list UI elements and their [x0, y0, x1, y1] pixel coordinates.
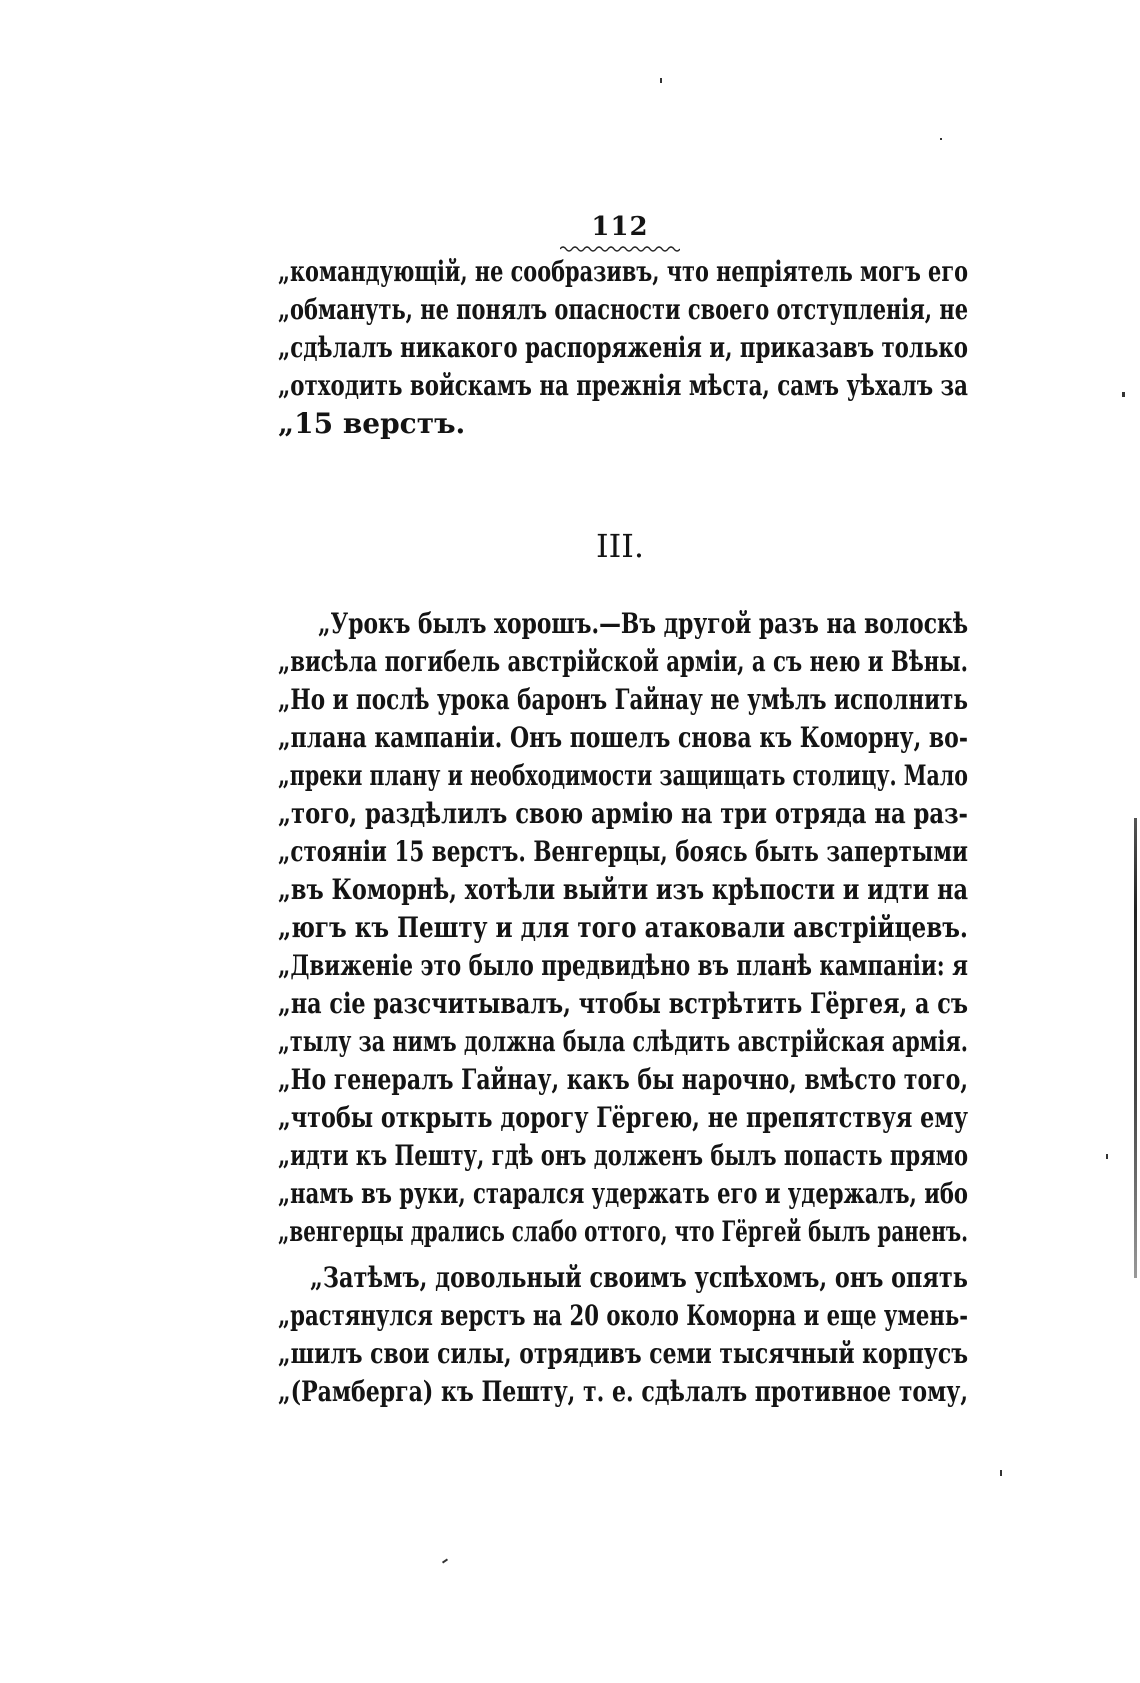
scan-speck: [442, 1558, 448, 1563]
text-line: „(Рамберга) къ Пешту, т. е. сдѣлалъ противное тому,: [278, 1375, 968, 1408]
text-line: „сдѣлалъ никакого распоряженія и, приказавъ только: [278, 331, 969, 364]
text-line: „идти къ Пешту, гдѣ онъ долженъ былъ попасть прямо: [278, 1139, 968, 1172]
text-line: „отходить войскамъ на прежнія мѣста, самъ уѣхалъ за: [278, 369, 968, 402]
text-line: „15 верстъ.: [278, 407, 466, 440]
text-line: „намъ въ руки, старался удержать его и удержалъ, ибо: [278, 1177, 969, 1210]
text-line: „висѣла погибель австрійской арміи, а съ нею и Вѣны.: [278, 645, 968, 678]
scan-speck: [1000, 1470, 1002, 1476]
text-line: „того, раздѣлилъ свою армію на три отряда на раз-: [278, 797, 968, 830]
text-line: „преки плану и необходимости защищать столицу. Мало: [278, 759, 968, 792]
text-line: „чтобы открыть дорогу Гёргею, не препятствуя ему: [278, 1101, 969, 1134]
text-line: „плана кампаніи. Онъ пошелъ снова къ Коморну, во-: [278, 721, 968, 754]
page-edge-shadow: [1134, 818, 1137, 1278]
text-line: „Затѣмъ, довольный своимъ успѣхомъ, онъ опять: [310, 1261, 968, 1294]
text-line: „командующій, не сообразивъ, что непріятель могъ его: [278, 255, 969, 288]
scan-speck: [1106, 1154, 1108, 1159]
text-line: „Но генералъ Гайнау, какъ бы нарочно, вмѣсто того,: [278, 1063, 968, 1096]
scan-speck: [1122, 392, 1125, 397]
text-line: „Урокъ былъ хорошъ.—Въ другой разъ на волоскѣ: [318, 607, 969, 640]
text-line: „въ Коморнѣ, хотѣли выйти изъ крѣпости и идти на: [278, 873, 969, 906]
text-line: „растянулся верстъ на 20 около Коморна и еще умень-: [278, 1299, 969, 1332]
text-line: „тылу за нимъ должна была слѣдить австрійская армія.: [278, 1025, 969, 1058]
scan-speck: [940, 138, 942, 140]
text-line: „Но и послѣ урока баронъ Гайнау не умѣлъ исполнить: [278, 683, 968, 716]
section-heading: III.: [595, 527, 645, 565]
text-line: „стояніи 15 верстъ. Венгерцы, боясь быть запертыми: [278, 835, 968, 868]
scan-speck: [660, 78, 662, 83]
text-line: „Движеніе это было предвидѣно въ планѣ кампаніи: я: [278, 949, 968, 982]
text-line: „югъ къ Пешту и для того атаковали австрійцевъ.: [278, 911, 968, 944]
text-line: „на сіе разсчитывалъ, чтобы встрѣтить Гёргея, а съ: [278, 987, 968, 1020]
page-number: 112: [591, 212, 649, 242]
text-line: „шилъ свои силы, отрядивъ семи тысячный корпусъ: [278, 1337, 968, 1370]
text-line: „обмануть, не понялъ опасности своего отступленія, не: [278, 293, 969, 326]
text-line: „венгерцы дрались слабо оттого, что Гёргей былъ раненъ.: [278, 1215, 969, 1248]
